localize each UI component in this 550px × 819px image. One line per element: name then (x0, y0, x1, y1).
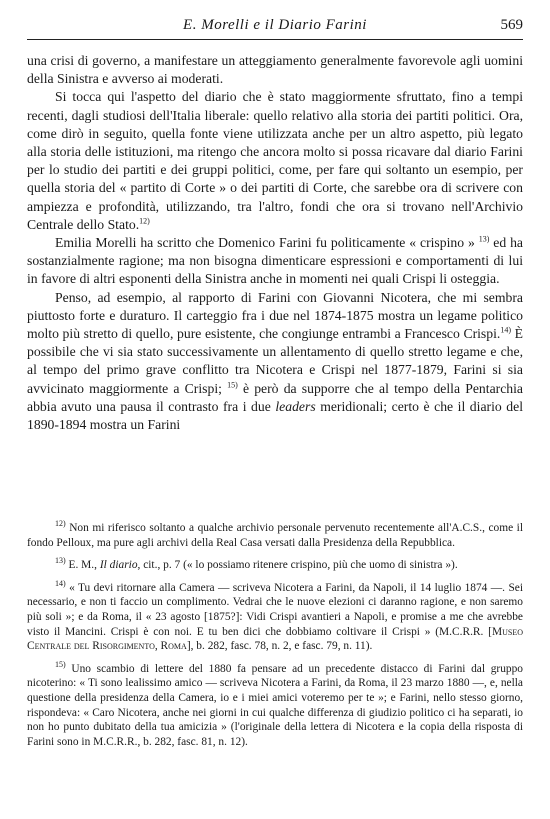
footnote-13-italic: Il diario (99, 559, 138, 572)
footnote-12 (27, 521, 523, 550)
footnote-14 (27, 578, 523, 654)
paragraph-4 (27, 289, 523, 435)
paragraph-4-italic: leaders (275, 398, 316, 414)
running-header (27, 13, 523, 37)
paragraph-3-text-b: ed ha sostanzialmente ragione; ma non bisogna dimenticare espressioni e comportamenti di lui in favore di altri esponenti della Sinistra anche in momenti nei quali Crispi li osteggia. (27, 235, 524, 287)
paragraph-4-text-d: meridionali; certo è che il diario del 1890-1894 mostra un Farini (27, 398, 523, 433)
footnote-ref-14: 14) (500, 325, 511, 335)
footnote-13 (27, 558, 523, 573)
footnote-ref-15: 15) (227, 380, 238, 390)
paragraph-4-text-b: È possibile che vi sia stato successivamente un allentamento di quello stretto legame e che, al tempo del primo grave conflitto tra Nicotera e Crispi nel 1877-1879, Farini si sia avvicinato maggiormente a Crispi; (27, 326, 523, 396)
footnote-15-text: Uno scambio di lettere del 1880 fa pensare ad un precedente distacco di Farini dal gruppo nicoterino: « Ti sono lealissimo amico — scriveva Nicotera a Farini, da Roma, il 23 marzo 1880 —, e, nella questione della presidenza della Camera, io e i miei amici voteremo per te »; e Farini, nello stesso giorno, rispondeva: « Caro Nicotera, anche nei giorni in cui qualche differenza di giudizio politico ci ha separati, io non ho punto dubitato della tua amicizia » (l'originale della lettera di Nicotera e la copia della risposta di Farini sono in M.C.R.R., b. 282, fasc. 81, n. 12). (27, 662, 523, 748)
main-text (27, 52, 523, 434)
paragraph-4-text-c: è però da supporre che al tempo della Pentarchia abbia avuto una pausa il contrasto fra i due (27, 380, 523, 414)
paragraph-3 (27, 234, 523, 289)
paragraph-2 (27, 88, 523, 234)
paragraph-2-text: Si tocca qui l'aspetto del diario che è stato maggiormente sfruttato, fino a tempi recenti, dagli studiosi dell'Italia liberale: quello relativo alla storia dei partiti politici. Ora, come dirò in seguito, quella fonte viene utilizzata anche per un altro aspetto, più legato alla storia delle istituzioni, ma ritengo che ancora molto si possa ricavare dal diario Farini per lo studio dei partiti e dei gruppi politici, come, per fare qui soltanto un esempio, per quella storia del « partito di Corte » o dei partiti di Corte, che sarebbe ora di scrivere con ampiezza e profondità, utilizzando, tra l'altro, fondi che ora si trovano nell'Archivio Centrale dello Stato. (27, 89, 523, 232)
footnote-15 (27, 659, 523, 750)
footnote-12-text: Non mi riferisco soltanto a qualche archivio personale pervenuto recentemente all'A.C.S., come il fondo Pelloux, ma pure agli archivi della Real Casa versati dalla Presidenza della Repubblica. (27, 522, 523, 549)
footnote-14-smallcaps: Museo Centrale del Risorgimento, Roma (27, 625, 523, 653)
paragraph-1: una crisi di governo, a manifestare un atteggiamento generalmente favorevole agli uomini della Sinistra e avverso ai moderati. (27, 53, 523, 87)
footnote-13-text-b: , cit., p. 7 (« lo possiamo ritenere crispino, più che uomo di sinistra »). (137, 559, 458, 572)
header-rule (27, 39, 523, 40)
footnote-12-number: 12) (55, 519, 66, 529)
footnote-ref-12: 12) (139, 216, 150, 226)
footnote-14-number: 14) (55, 578, 66, 588)
footnote-14-text-a: « Tu devi ritornare alla Camera — scriveva Nicotera a Farini, da Napoli, il 14 luglio 1874 —. Sei necessario, e non ti faccio un complimento. Vedrai che le nuove elezioni ci daranno ragione, e non saremo più soli »; e da Roma, il « 23 agosto [1875?]: Vidi Crispi avantieri a Napoli, e promise a me che avrebbe visto il Mancini. Crispi è con noi. E tu ben dici che dobbiamo coltivare il Crispi » (M.C.R.R. [ (27, 581, 523, 638)
footnotes (27, 521, 523, 757)
running-title: E. Morelli e il Diario Farini (183, 17, 367, 33)
paragraph-4-text-a: Penso, ad esempio, al rapporto di Farini con Giovanni Nicotera, che mi sembra piuttosto forte e duraturo. Il carteggio fra i due nel 1874-1875 mostra un legame politico molto più stretto di quello, pure esistente, che congiunge entrambi a Francesco Crispi. (27, 289, 523, 342)
paragraph-3-text-a: Emilia Morelli ha scritto che Domenico Farini fu politicamente « crispino » (55, 235, 479, 251)
footnote-13-text-a: E. M., (65, 559, 100, 572)
footnote-14-text-b: ], b. 282, fasc. 78, n. 2, e fasc. 79, n. 11). (186, 640, 373, 653)
page-number: 569 (500, 17, 523, 33)
footnote-15-number: 15) (55, 659, 66, 669)
footnote-ref-13: 13) (478, 234, 490, 244)
footnote-13-number: 13) (55, 556, 66, 566)
